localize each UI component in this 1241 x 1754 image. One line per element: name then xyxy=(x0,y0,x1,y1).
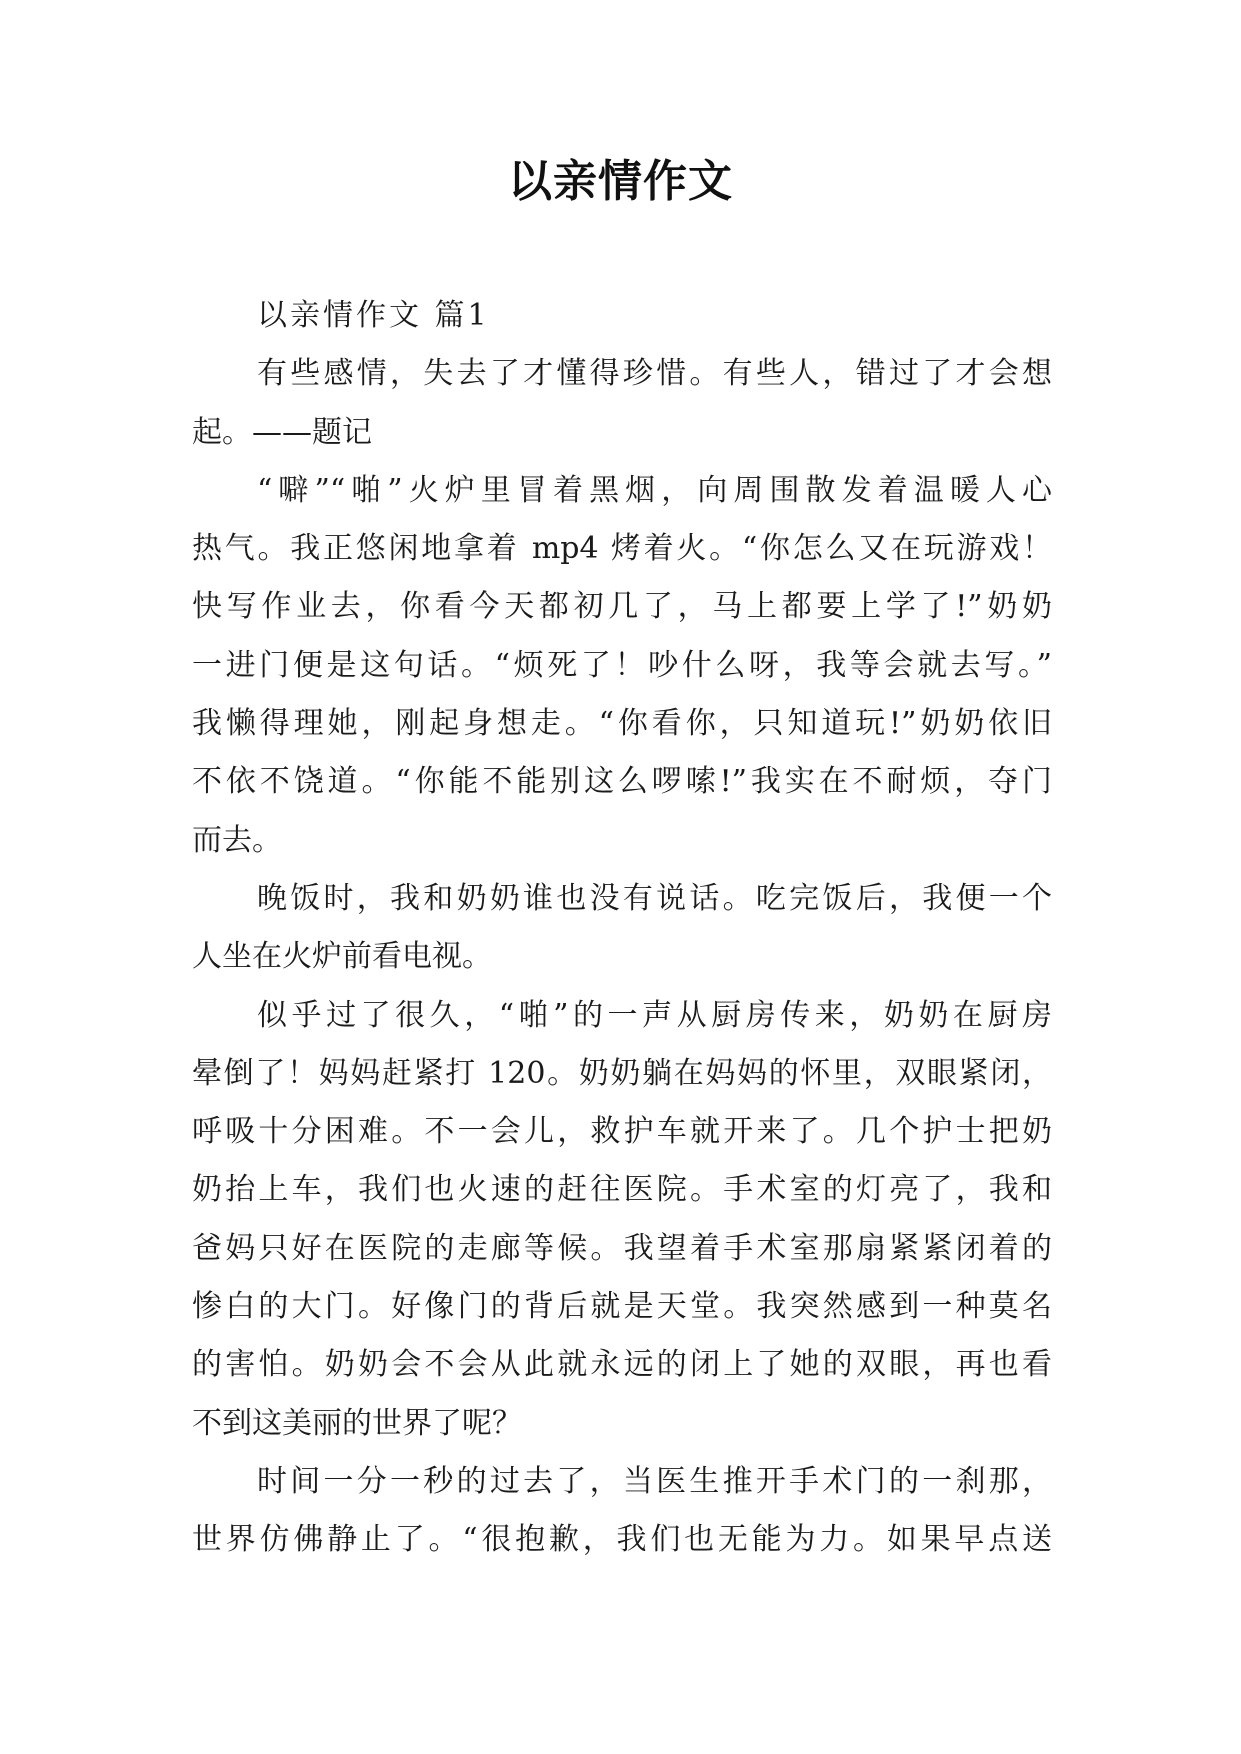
page-title: 以亲情作文 xyxy=(508,156,733,207)
text-line: 一进门便是这句话。“烦死了！吵什么呀，我等会就去写。” xyxy=(192,647,1052,683)
text-line: 热气。我正悠闲地拿着 mp4 烤着火。“你怎么又在玩游戏！ xyxy=(192,531,1052,567)
text-line: 世界仿佛静止了。“很抱歉，我们也无能为力。如果早点送 xyxy=(192,1522,1052,1558)
paragraph xyxy=(192,1453,1052,1570)
text-line: 呼吸十分困难。不一会儿，救护车就开来了。几个护士把奶 xyxy=(192,1114,1052,1150)
text-line: 有些感情，失去了才懂得珍惜。有些人，错过了才会想 xyxy=(257,356,1052,392)
document-body xyxy=(192,287,1052,1570)
text-line: 惨白的大门。好像门的背后就是天堂。我突然感到一种莫名 xyxy=(192,1289,1052,1325)
paragraph xyxy=(192,462,1052,870)
text-line: 似乎过了很久，“啪”的一声从厨房传来，奶奶在厨房 xyxy=(257,997,1052,1033)
text-line: 而去。 xyxy=(192,822,282,858)
paragraph xyxy=(192,870,1052,987)
paragraph xyxy=(192,345,1052,462)
text-line: 晚饭时，我和奶奶谁也没有说话。吃完饭后，我便一个 xyxy=(257,880,1052,916)
text-line: 人坐在火炉前看电视。 xyxy=(192,939,492,975)
text-line: 晕倒了！妈妈赶紧打 120。奶奶躺在妈妈的怀里，双眼紧闭， xyxy=(192,1055,1052,1091)
text-line: 不依不饶道。“你能不能别这么啰嗦!”我实在不耐烦，夺门 xyxy=(192,764,1052,800)
text-line: 奶抬上车，我们也火速的赶往医院。手术室的灯亮了，我和 xyxy=(192,1172,1052,1208)
text-line: 起。——题记 xyxy=(192,414,372,450)
text-line: 爸妈只好在医院的走廊等候。我望着手术室那扇紧紧闭着的 xyxy=(192,1230,1052,1266)
section-heading: 以亲情作文 篇1 xyxy=(257,298,490,333)
text-line: 时间一分一秒的过去了，当医生推开手术门的一刹那， xyxy=(257,1463,1052,1499)
text-line: 快写作业去，你看今天都初几了，马上都要上学了!”奶奶 xyxy=(192,589,1052,625)
text-line: 不到这美丽的世界了呢？ xyxy=(192,1405,522,1441)
text-line: 的害怕。奶奶会不会从此就永远的闭上了她的双眼，再也看 xyxy=(192,1347,1052,1383)
paragraph xyxy=(192,987,1052,1453)
text-line: 我懒得理她，刚起身想走。“你看你，只知道玩!”奶奶依旧 xyxy=(192,706,1052,742)
text-line: “噼”“啪”火炉里冒着黑烟，向周围散发着温暖人心 xyxy=(257,472,1052,508)
